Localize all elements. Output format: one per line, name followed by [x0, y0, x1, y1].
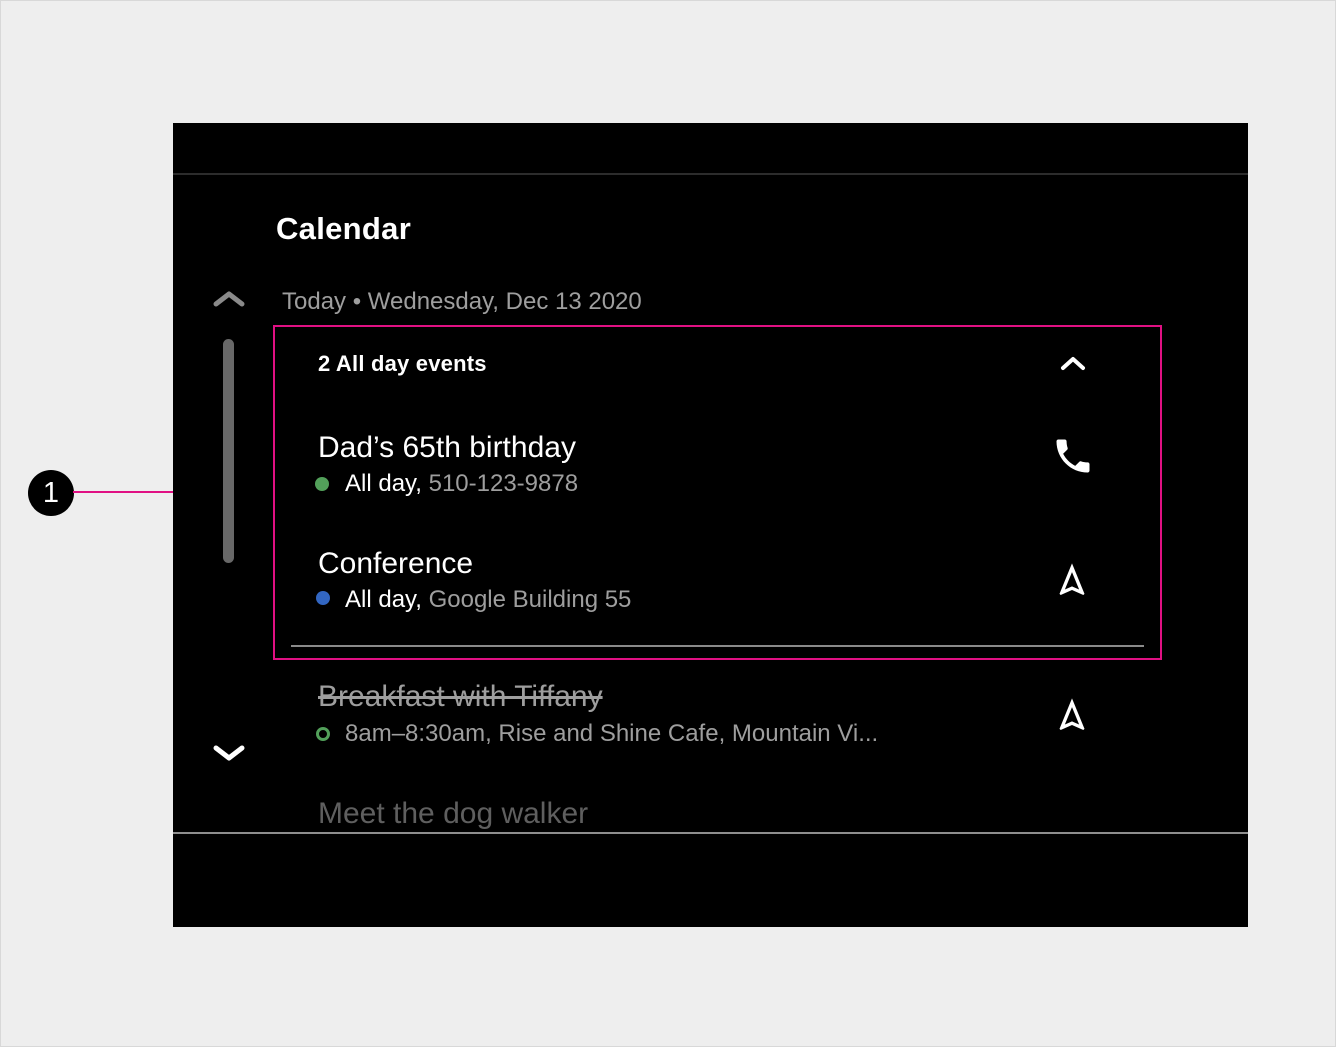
scroll-up-icon[interactable]: [212, 289, 246, 309]
event-detail: Rise and Shine Cafe, Mountain Vi...: [491, 720, 879, 747]
event-subtitle: [345, 720, 878, 748]
chevron-up-icon[interactable]: [1060, 354, 1086, 372]
calendar-color-dot: [316, 591, 330, 605]
page-title: Calendar: [276, 211, 412, 246]
phone-icon[interactable]: [1051, 434, 1095, 478]
navigation-icon[interactable]: [1052, 560, 1092, 600]
date-header: Today • Wednesday, Dec 13 2020: [282, 288, 642, 315]
event-time: All day,: [345, 470, 422, 497]
event-title: Dad’s 65th birthday: [318, 431, 576, 464]
event-detail: Google Building 55: [421, 586, 632, 613]
event-detail: 510-123-9878: [421, 470, 579, 497]
event-title-meet-dog-walker[interactable]: Meet the dog walker: [318, 797, 589, 830]
annotation-callout-1: [28, 470, 74, 516]
scroll-down-icon[interactable]: [212, 743, 246, 763]
header-divider: [173, 173, 1248, 175]
calendar-color-ring: [316, 727, 330, 741]
event-subtitle: [345, 586, 631, 614]
event-subtitle: [345, 470, 578, 498]
section-divider: [291, 645, 1144, 647]
scrollbar-thumb[interactable]: [223, 339, 234, 563]
event-title: Conference: [318, 547, 474, 580]
viewport-bottom-divider: [173, 832, 1248, 834]
all-day-events-section: [273, 325, 1162, 660]
annotation-number: 1: [42, 476, 60, 509]
event-time: All day,: [345, 586, 422, 613]
event-title: Breakfast with Tiffany: [318, 680, 603, 713]
navigation-icon[interactable]: [1052, 695, 1092, 735]
all-day-header-label: 2 All day events: [318, 351, 487, 376]
event-time: 8am–8:30am,: [345, 720, 492, 747]
calendar-color-dot: [315, 477, 329, 491]
calendar-app-screen: [173, 123, 1248, 927]
